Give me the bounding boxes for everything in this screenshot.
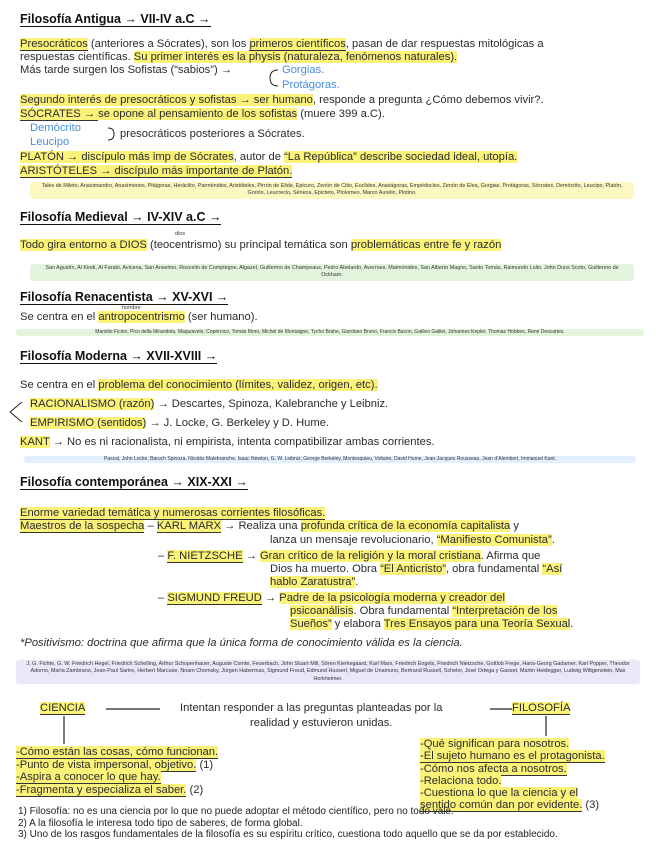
moderna-kant: KANT → No es ni racionalista, ni empirista, intenta compatibilizar ambas corrientes. bbox=[20, 436, 435, 448]
medieval-dios-note: dios bbox=[175, 231, 186, 237]
ciencia-item: -Punto de vista impersonal, objetivo. (1) bbox=[16, 758, 214, 771]
moderna-line-1: Se centra en el problema del conocimiento (límites, validez, origen, etc). bbox=[20, 379, 378, 391]
freud-line-1: – SIGMUND FREUD → Padre de la psicología moderna y creador del bbox=[158, 592, 505, 604]
renacentista-names-box: Marsilio Ficino, Pico della Mirandola, Maquiavelo, Copérnico, Tomás Moro, Michel de Montaigne, Tycho Brahe, Giordano Bruno, Francis Bacon, Galileo Galilei, Johannes Kepler, Thomas Hobbes, René Descartes. bbox=[16, 329, 644, 336]
ciencia-item: -Fragmenta y especializa el saber. (2) bbox=[16, 783, 204, 796]
medieval-line-1: Todo gira entorno a DIOS (teocentrismo) su principal temática son problemáticas entre fe y razón bbox=[20, 239, 502, 251]
medieval-title: Filosofía Medieval → IV-XIV a.C → bbox=[20, 210, 222, 224]
antigua-title: Filosofía Antigua → VII-IV a.C → bbox=[20, 12, 211, 26]
antigua-line-3: Más tarde surgen los Sofistas (“sabios”) → bbox=[20, 64, 233, 76]
filosofia-list bbox=[420, 738, 605, 812]
protagoras-label: Protágoras. bbox=[282, 79, 340, 91]
antigua-line-4: Segundo interés de presocráticos y sofistas → ser humano, responde a pregunta ¿Cómo debemos vivir?. bbox=[20, 94, 544, 106]
nietzsche-line-3: hablo Zaratustra”. bbox=[270, 576, 359, 588]
positivismo-note: *Positivismo: doctrina que afirma que la única forma de conocimiento válida es la ciencia. bbox=[20, 637, 463, 649]
freud-line-3: Sueños” y elabora Tres Ensayos para una Teoría Sexual. bbox=[290, 618, 574, 630]
comparacion-centro-2: realidad y estuvieron unidas. bbox=[250, 717, 393, 729]
contemporanea-title: Filosofía contemporánea → XIX-XXI → bbox=[20, 475, 248, 489]
renacentista-line-1: Se centra en el antropocentrismo (ser humano). bbox=[20, 311, 258, 323]
nietzsche-line-2: Dios ha muerto. Obra “El Anticristo”, obra fundamental “Así bbox=[270, 563, 563, 575]
moderna-racionalismo: RACIONALISMO (razón) → Descartes, Spinoza, Kalebranche y Leibniz. bbox=[30, 398, 389, 410]
footnote: 2) A la filosofía le interesa todo tipo de saberes, de forma global. bbox=[18, 817, 303, 829]
footnote: 3) Uno de los rasgos fundamentales de la filosofía es su espíritu crítico, cuestiona todo aquello que se da por establecido. bbox=[18, 829, 558, 840]
antigua-line-7: ARISTÓTELES → discípulo más importante de Platón. bbox=[20, 165, 293, 177]
marx-line-2: lanza un mensaje revolucionario, “Manifiesto Comunista”. bbox=[270, 534, 555, 546]
antigua-line-5: SÓCRATES → se opone al pensamiento de los sofistas (muere 399 a.C). bbox=[20, 108, 385, 120]
filosofia-item: -Relaciona todo. bbox=[420, 774, 502, 787]
antigua-line-6: PLATÓN → discípulo más imp de Sócrates, autor de “La República” describe sociedad ideal, utopía. bbox=[20, 151, 518, 163]
antigua-posteriores: presocráticos posteriores a Sócrates. bbox=[120, 128, 305, 140]
filosofia-item: -Cuestiona lo que la ciencia y el bbox=[420, 787, 578, 800]
nietzsche-line-1: – F. NIETZSCHE → Gran crítico de la religión y la moral cristiana. Afirma que bbox=[158, 550, 541, 562]
contemporanea-names-box: J. G. Fichte, G. W. Friedrich Hegel, Friedrich Schelling, Arthur Schopenhauer, Auguste Comte, Feuerbach, John Stuart Mill, Sören Kierkegaard, Karl Marx, Friedrich Engels, Friedrich Nietzsche, Gottlob Frege, Hans-Georg Gadamer, Karl Popper, Theodor Adorno, María Zambrano, Jean-Paul Sartre, Herbert Marcuse, Noam Chomsky, Jürgen Habermas, Sigmund Freud, Edmund Husserl, Miguel de Unamuno, Bertrand Russell, Scheler, José Ortega y Gasset, Martin Heidegger, Ludwig Wittgenstein, Max Horkheimer. bbox=[16, 660, 640, 684]
freud-line-2: psicoanálisis. Obra fundamental “Interpretación de los bbox=[290, 605, 558, 617]
moderna-title: Filosofía Moderna → XVII-XVIII → bbox=[20, 349, 218, 363]
moderna-empirismo: EMPIRISMO (sentidos) → J. Locke, G. Berkeley y D. Hume. bbox=[30, 417, 330, 429]
democrito-label: Demócrito bbox=[30, 122, 81, 134]
moderna-names-box: Pascal, John Locke, Baruch Spinoza, Nicolás Malebranche, Isaac Newton, G. W. Leibniz, George Berkeley, Montesquieu, Voltaire, David Hume, Jean-Jacques Rousseau, Jean d’Alembert, Immanuel Kant. bbox=[24, 456, 636, 463]
filosofia-item: -Cómo nos afecta a nosotros. bbox=[420, 762, 567, 775]
antigua-line-2: respuestas científicas. Su primer interés es la physis (naturaleza, fenómenos naturales). bbox=[20, 51, 458, 63]
ciencia-item: -Aspira a conocer lo que hay. bbox=[16, 771, 161, 783]
footnotes bbox=[18, 806, 558, 841]
antigua-names-box: Tales de Mileto, Anaximandro, Anaxímenes, Pitágoras, Heráclito, Parménides, Aristóteles, Pirrón de Elide, Epicuro, Zenón de Citio, Euclides, Anaxágoras, Empédocles, Zenón de Elea, Gorgias, Protágoras, Sócrates, Demócrito, Leucipo, Platón, Gorión, Leucrecio, Séneca, Epicteto, Ptolomeo, Marco Aurelio, Plotino. bbox=[30, 182, 634, 199]
ciencia-item: -Cómo están las cosas, cómo funcionan. bbox=[16, 746, 219, 758]
renacentista-title: Filosofía Renacentista → XV-XVI → bbox=[20, 290, 229, 304]
medieval-names-box: San Agustín, Al Kindi, Al Farabi, Avicena, San Anselmo, Roscelin de Compiègne, Algazel, Guillermo de Champeaux, Pedro Abelardo, Averroes, Maimónides, San Alberto Magno, Santo Tomás, Raimundo Lulio, John Duns Scoto, Guillermo de Ockham. bbox=[30, 264, 634, 281]
filosofia-item: -El sujeto humano es el protagonista. bbox=[420, 750, 605, 763]
comparacion-centro-1: Intentan responder a las preguntas planteadas por la bbox=[180, 702, 443, 714]
maestros-sospecha: Maestros de la sospecha – KARL MARX → Realiza una profunda crítica de la economía capitalista y bbox=[20, 520, 519, 532]
contemporanea-line-1: Enorme variedad temática y numerosas corrientes filosóficas. bbox=[20, 507, 326, 519]
ciencia-heading: CIENCIA bbox=[40, 702, 86, 714]
footnote: 1) Filosofía: no es una ciencia por lo que no puede adoptar el método científico, pero no todo vale. bbox=[18, 806, 454, 817]
leucipo-label: Leucipo bbox=[30, 136, 70, 148]
gorgias-label: Gorgias. bbox=[282, 64, 325, 76]
filosofia-heading: FILOSOFÍA bbox=[512, 702, 571, 714]
filosofia-item: sentido común dan por evidente. (3) bbox=[420, 799, 600, 812]
ciencia-list bbox=[16, 746, 218, 796]
renacentista-hombre-note: hombre bbox=[122, 305, 141, 311]
antigua-line-1: Presocráticos (anteriores a Sócrates), son los primeros científicos, pasan de dar respuestas mitológicas a bbox=[20, 38, 544, 50]
filosofia-item: -Qué significan para nosotros. bbox=[420, 738, 570, 750]
